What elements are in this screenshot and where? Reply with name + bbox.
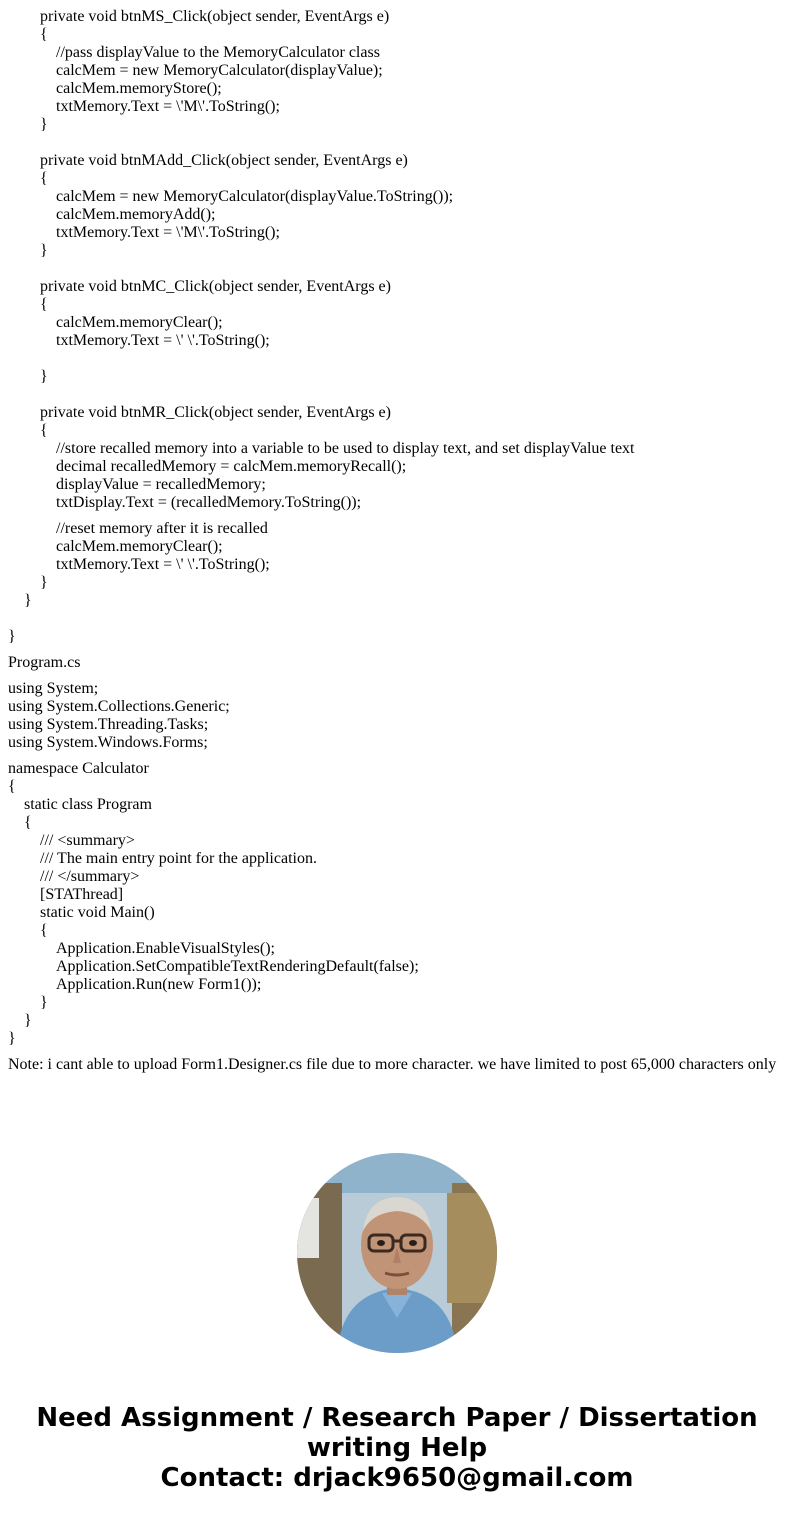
code-line: /// </summary> [40, 868, 140, 885]
code-line: txtMemory.Text = \'M\'.ToString(); [56, 224, 280, 241]
code-line: calcMem.memoryClear(); [56, 314, 223, 331]
promo-contact: Contact: drjack9650@gmail.com [160, 1463, 634, 1493]
code-line: calcMem.memoryStore(); [56, 80, 222, 97]
blank-line [8, 134, 788, 152]
blank-line [8, 260, 788, 278]
code-line: } [8, 1030, 16, 1047]
code-line: { [40, 922, 48, 939]
using-line: using System; [8, 680, 99, 697]
promo-banner [0, 1403, 794, 1493]
program-class-code [8, 760, 788, 1048]
blank-line [8, 386, 788, 404]
code-line: { [8, 778, 16, 795]
code-line: Application.EnableVisualStyles(); [56, 940, 275, 957]
code-line: static void Main() [40, 904, 155, 921]
code-line: } [40, 368, 48, 385]
using-line: using System.Windows.Forms; [8, 734, 208, 751]
file-heading: Program.cs [8, 654, 81, 671]
code-line: private void btnMAdd_Click(object sender, EventArgs e) [40, 152, 408, 169]
code-line: displayValue = recalledMemory; [56, 476, 266, 493]
memory-handlers-code [8, 8, 788, 512]
code-line: calcMem.memoryAdd(); [56, 206, 216, 223]
code-line: { [40, 296, 48, 313]
code-line: calcMem = new MemoryCalculator(displayValue); [56, 62, 383, 79]
code-line: calcMem = new MemoryCalculator(displayValue.ToString()); [56, 188, 454, 205]
code-line: { [40, 170, 48, 187]
code-line: [STAThread] [40, 886, 124, 903]
author-avatar [297, 1153, 497, 1353]
code-line: { [40, 26, 48, 43]
code-line: Application.Run(new Form1()); [56, 976, 262, 993]
code-line: txtDisplay.Text = (recalledMemory.ToString()); [56, 494, 362, 511]
code-line: /// <summary> [40, 832, 135, 849]
code-line: //pass displayValue to the MemoryCalculator class [56, 44, 380, 61]
using-line: using System.Collections.Generic; [8, 698, 230, 715]
closing-brace: } [8, 628, 16, 645]
code-line: private void btnMR_Click(object sender, EventArgs e) [40, 404, 391, 421]
code-line: Application.SetCompatibleTextRenderingDefault(false); [56, 958, 419, 975]
code-line: { [40, 422, 48, 439]
code-line: txtMemory.Text = \' \'.ToString(); [56, 556, 270, 573]
code-line: { [24, 814, 32, 831]
memory-recall-reset-code [8, 520, 788, 610]
person-photo-icon [297, 1153, 497, 1353]
using-directives [8, 680, 788, 752]
code-line: namespace Calculator [8, 760, 149, 777]
code-line: //store recalled memory into a variable to be used to display text, and set displayValue text [56, 440, 635, 457]
promo-line-2: writing Help [306, 1433, 488, 1463]
using-line: using System.Threading.Tasks; [8, 716, 209, 733]
code-line: //reset memory after it is recalled [56, 520, 268, 537]
note-text: Note: i cant able to upload Form1.Designer.cs file due to more character. we have limited to post 65,000 characters only [8, 1056, 777, 1073]
code-line: txtMemory.Text = \'M\'.ToString(); [56, 98, 280, 115]
code-line: } [40, 116, 48, 133]
code-line: private void btnMS_Click(object sender, EventArgs e) [40, 8, 390, 25]
code-line: } [24, 1012, 32, 1029]
code-line: static class Program [24, 796, 152, 813]
promo-line-1: Need Assignment / Research Paper / Dissertation [36, 1403, 758, 1433]
code-line: } [24, 592, 32, 609]
code-line: } [40, 242, 48, 259]
code-line: private void btnMC_Click(object sender, EventArgs e) [40, 278, 391, 295]
code-line: } [40, 994, 48, 1011]
code-line: /// The main entry point for the application. [40, 850, 317, 867]
code-line: txtMemory.Text = \' \'.ToString(); [56, 332, 270, 349]
code-document [8, 8, 788, 1074]
blank-line [8, 350, 788, 368]
code-line: } [40, 574, 48, 591]
code-line: decimal recalledMemory = calcMem.memoryRecall(); [56, 458, 407, 475]
code-line: calcMem.memoryClear(); [56, 538, 223, 555]
